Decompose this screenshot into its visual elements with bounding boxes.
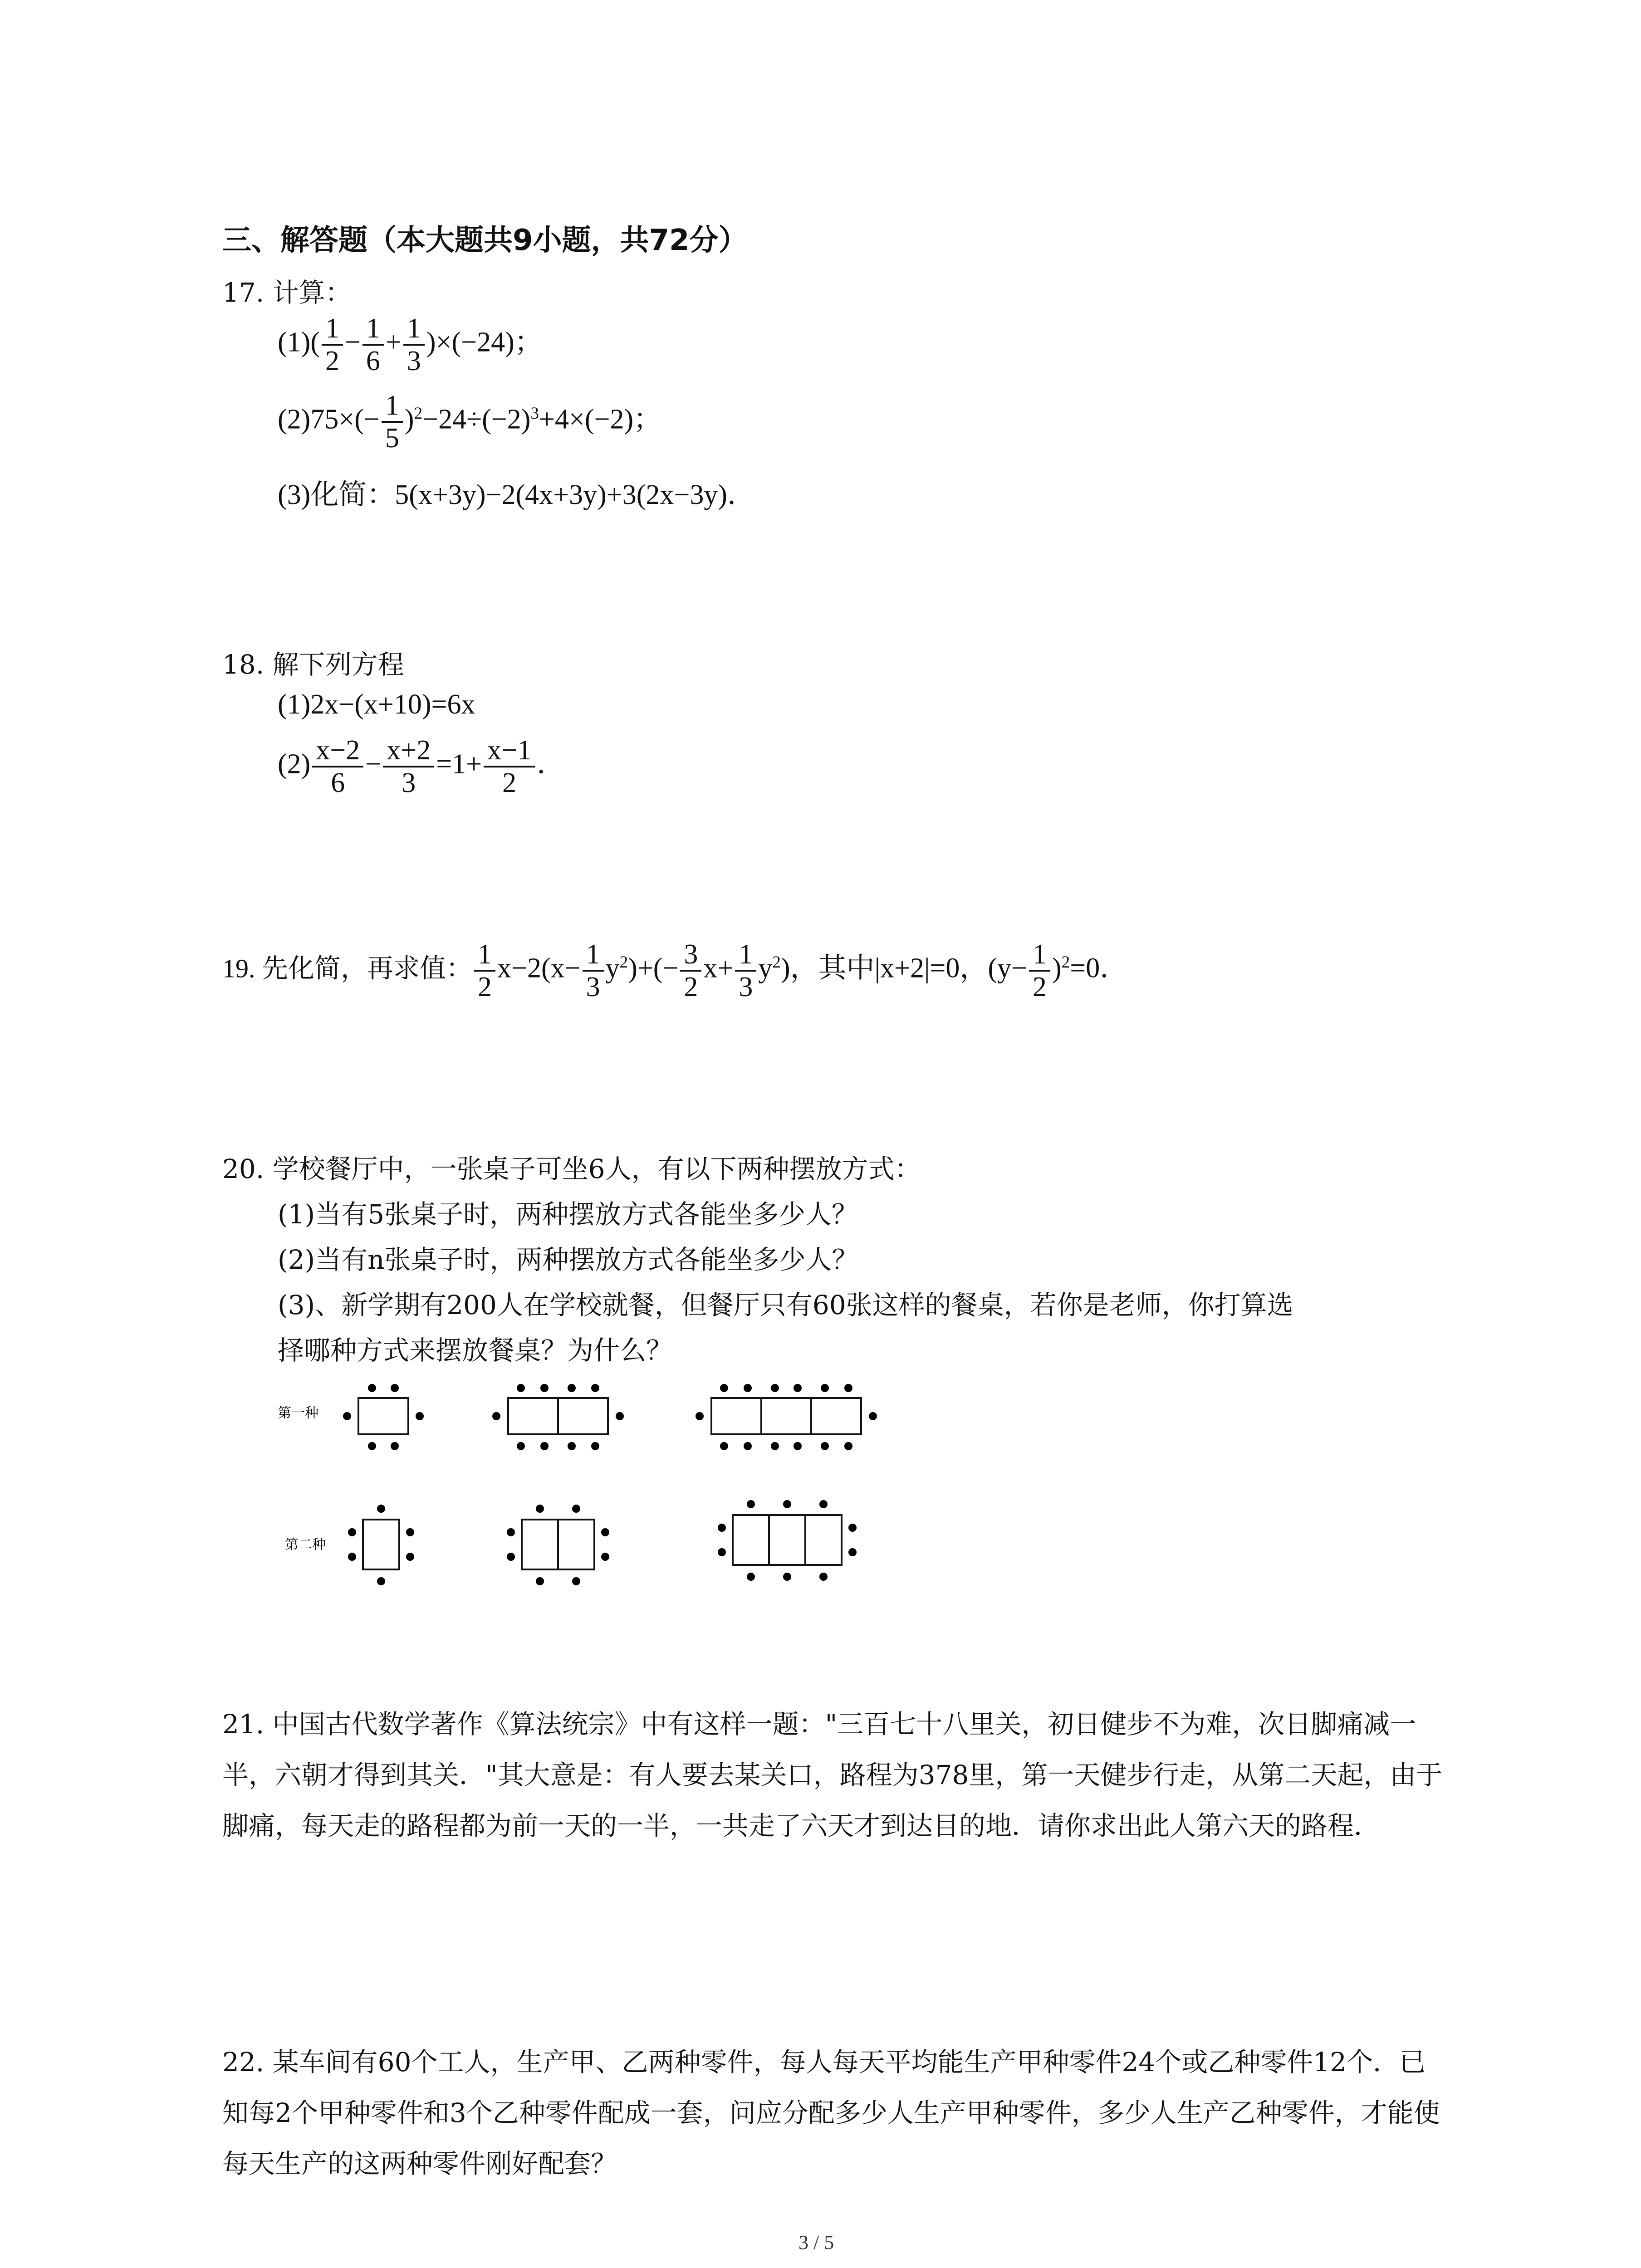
row1-three-tables xyxy=(696,1384,877,1450)
section-title: 三、解答题（本大题共9小题，共72分） xyxy=(222,224,748,257)
q20-part3-line2: 择哪种方式来摆放餐桌？为什么？ xyxy=(278,1335,673,1366)
fraction: $\frac{1}{6}$ xyxy=(362,313,384,376)
row1-one-table xyxy=(343,1384,424,1450)
fraction: $\frac{1}{3}$ xyxy=(583,939,604,1002)
fraction: $\frac{x-2}{6}$ xyxy=(312,735,363,798)
fraction: $\frac{1}{5}$ xyxy=(382,390,403,454)
fraction: $\frac{x+2}{3}$ xyxy=(383,735,434,798)
fraction: $\frac{1}{3}$ xyxy=(735,939,756,1002)
row1-two-tables xyxy=(492,1384,624,1450)
q20-part2: (2)当有n张桌子时，两种摆放方式各能坐多少人？ xyxy=(278,1244,858,1275)
q17-part1: (1)( $\frac{1}{2}$ − $\frac{1}{6}$ + $\frac{1}{3}$ )×(−24)； xyxy=(278,313,543,377)
table-arrangement-diagram xyxy=(272,1379,907,1597)
q18-part1: (1)2x−(x+10)=6x xyxy=(278,689,475,720)
question-19: 19. 先化简，再求值： $\frac{1}{2}$ x−2(x− $\frac{1}{3}$ $y^2)+(-$ $\frac{3}{2}$ x+ $\frac{1}{3}$ $y^2$)，其中|x+2|=0，(y− $\frac{1}{2}$ )$^2$=0． xyxy=(222,939,1128,1003)
fraction: $\frac{1}{2}$ xyxy=(322,313,343,376)
row2-label: 第二种 xyxy=(285,1537,326,1553)
page-number: 3 / 5 xyxy=(798,2231,834,2253)
row2-one-table xyxy=(348,1505,414,1585)
question-22: 22. 某车间有60个工人，生产甲、乙两种零件，每人每天平均能生产甲种零件24个或乙种零件12个．已知每2个甲种零件和3个乙种零件配成一套，问应分配多少人生产甲种零件，多少人生产乙种零件，才能使每天生产的这两种零件刚好配套？ xyxy=(222,2047,1440,2179)
row2-two-tables xyxy=(507,1505,609,1585)
table-arrangement-figure xyxy=(272,1379,907,1597)
fraction: $\frac{1}{2}$ xyxy=(1029,939,1050,1002)
question-18-stem: 18. 解下列方程 xyxy=(222,649,404,680)
fraction: $\frac{3}{2}$ xyxy=(680,939,701,1002)
q17-part3: (3)化简：5(x+3y)−2(4x+3y)+3(2x−3y)． xyxy=(278,479,756,510)
q18-part2: (2) $\frac{x-2}{6}$ − $\frac{x+2}{3}$ =1+ $\frac{x-1}{2}$ ． xyxy=(278,735,565,799)
question-20-stem: 20. 学校餐厅中，一张桌子可坐6人，有以下两种摆放方式： xyxy=(222,1154,921,1184)
question-21: 21. 中国古代数学著作《算法统宗》中有这样一题："三百七十八里关，初日健步不为难，次日脚痛减一半，六朝才得到其关．"其大意是：有人要去某关口，路程为378里，第一天健步行走，从第二天起，由于脚痛，每天走的路程都为前一天的一半，一共走了六天才到达目的地．请你求出此人第六天的路程． xyxy=(222,1709,1443,1841)
row1-label: 第一种 xyxy=(278,1405,318,1421)
fraction: $\frac{x-1}{2}$ xyxy=(484,735,535,798)
fraction: $\frac{1}{2}$ xyxy=(474,939,495,1002)
q20-part3-line1: (3)、新学期有200人在学校就餐，但餐厅只有60张这样的餐桌，若你是老师，你打算选 xyxy=(278,1290,1293,1320)
fraction: $\frac{1}{3}$ xyxy=(403,313,425,376)
q17-part2: (2)75×(− $\frac{1}{5}$ )$^2-24\div(-2)^3+4\times(-2)$； xyxy=(278,390,662,454)
row2-three-tables xyxy=(718,1500,857,1581)
question-17-stem: 17. 计算： xyxy=(222,277,352,308)
q20-part1: (1)当有5张桌子时，两种摆放方式各能坐多少人？ xyxy=(278,1199,858,1230)
